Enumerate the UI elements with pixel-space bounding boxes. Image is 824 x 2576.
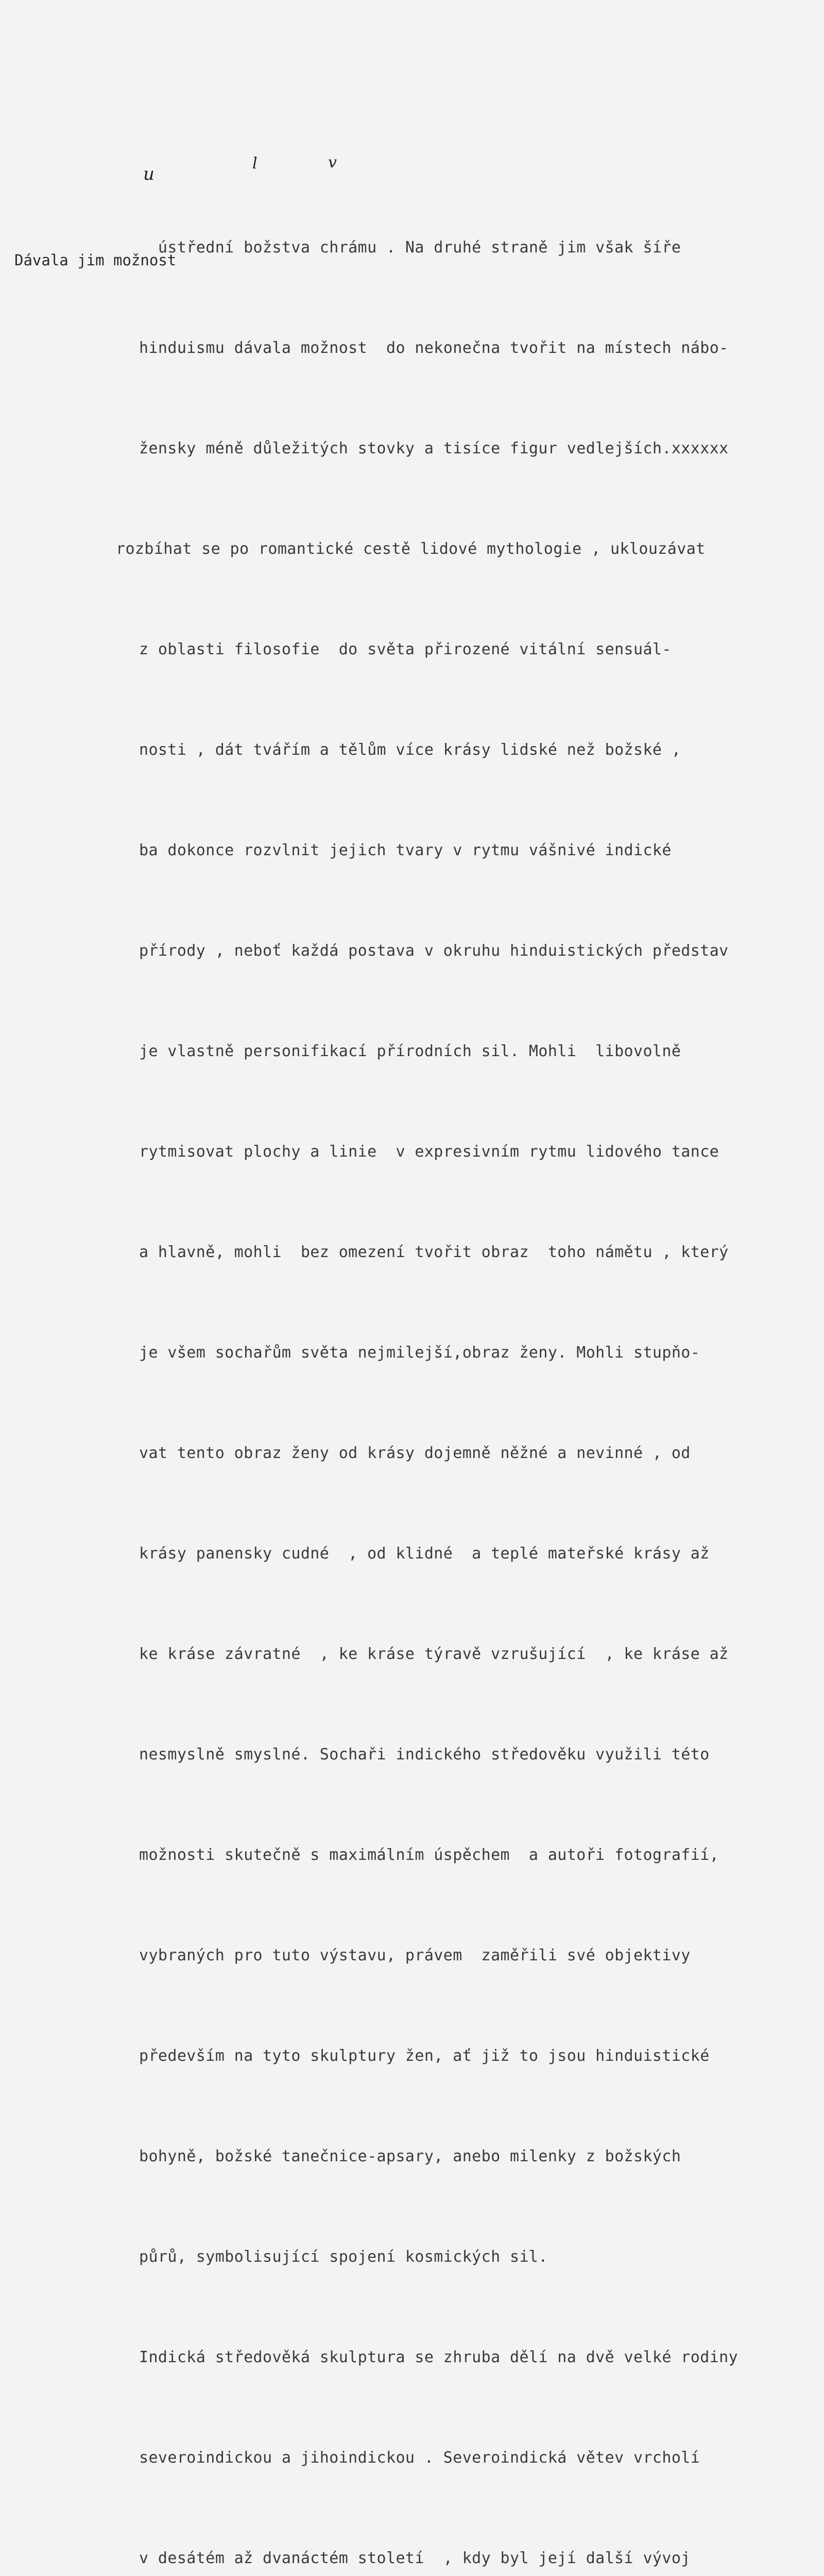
text-line: vat tento obraz ženy od krásy dojemně něžné a nevinné , od — [139, 1444, 691, 1462]
text-line: z oblasti filosofie do světa přirozené vitální sensuál- — [139, 640, 672, 658]
text-line: možnosti skutečně s maximálním úspěchem a autoři fotografií, — [139, 1846, 719, 1864]
text-line: a hlavně, mohli bez omezení tvořit obraz toho námětu , který — [139, 1243, 729, 1261]
text-line: ke kráse závratné , ke kráse týravě vzrušující , ke kráse až — [139, 1645, 729, 1663]
handwritten-mark: l — [252, 155, 258, 173]
text-line: rytmisovat plochy a linie v expresivním rytmu lidového tance — [139, 1143, 719, 1161]
text-line: především na tyto skulptury žen, ať již to jsou hinduistické — [139, 2047, 710, 2065]
typewritten-body — [116, 164, 809, 2576]
text-line: půrů, symbolisující spojení kosmických sil. — [139, 2248, 548, 2266]
text-line: hinduismu dávala možnost do nekonečna tvořit na místech nábo- — [139, 339, 729, 357]
text-line: nesmyslně smyslné. Sochaři indického středověku využili této — [139, 1745, 710, 1764]
handwritten-mark: u — [143, 164, 154, 184]
text-line: severoindickou a jihoindickou . Severoindická větev vrcholí — [139, 2449, 700, 2467]
text-line: v desátém až dvanáctém století , kdy byl její další vývoj — [139, 2549, 691, 2567]
text-line: ba dokonce rozvlnit jejich tvary v rytmu vášnivé indické — [139, 841, 672, 859]
text-line: ústřední božstva chrámu . Na druhé straně jim však šíře — [139, 239, 681, 257]
text-line: krásy panensky cudné , od klidné a teplé mateřské krásy až — [139, 1545, 710, 1563]
text-line: Indická středověká skulptura se zhruba dělí na dvě velké rodiny — [139, 2348, 739, 2366]
handwritten-mark: v — [328, 154, 337, 172]
text-line: přírody , neboť každá postava v okruhu hinduistických představ — [139, 942, 729, 960]
text-line: je všem sochařům světa nejmilejší,obraz ženy. Mohli stupňo- — [139, 1344, 700, 1362]
text-line: je vlastně personifikací přírodních sil. Mohli libovolně — [139, 1042, 681, 1060]
text-line: bohyně, božské tanečnice-apsary, anebo milenky z božských — [139, 2147, 681, 2165]
text-line: vybraných pro tuto výstavu, právem zaměřili své objektivy — [139, 1946, 691, 1964]
text-line: nosti , dát tvářím a tělům více krásy lidské než božské , — [139, 741, 681, 759]
text-line: rozbíhat se po romantické cestě lidové mythologie , uklouzávat — [116, 540, 706, 558]
margin-note: Dávala jim možnost — [14, 251, 177, 269]
text-line: žensky méně důležitých stovky a tisíce figur vedlejších.xxxxxx — [139, 439, 729, 457]
